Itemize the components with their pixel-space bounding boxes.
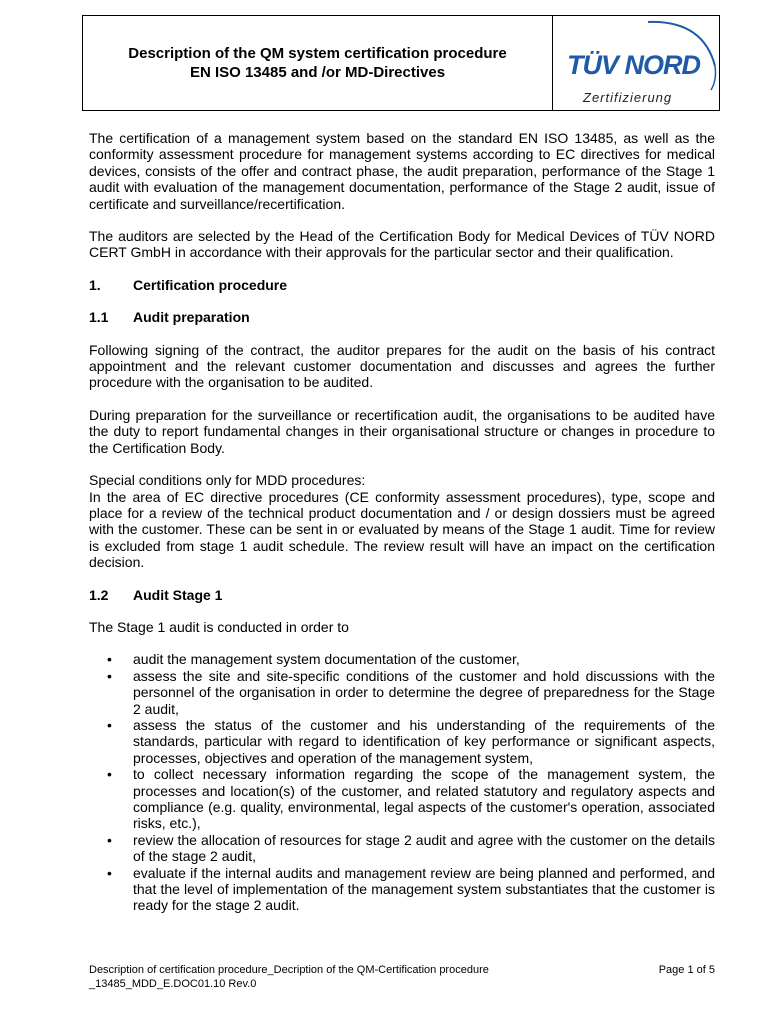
section-1-1-title: Audit preparation — [133, 309, 250, 326]
section-1-2-number: 1.2 — [89, 586, 109, 603]
section-1-heading — [89, 277, 715, 293]
logo-subtitle: Zertifizierung — [583, 90, 673, 105]
logo-wordmark: TÜV NORD — [567, 50, 700, 80]
list-item: • assess the status of the customer and his understanding of the requirements of the standards, particular with regard to identification of key performance or significant aspects, processes, objectives and operation of the management system, — [133, 717, 715, 766]
document-header — [82, 15, 720, 111]
tuv-nord-logo — [553, 16, 719, 110]
stage-1-list — [89, 651, 715, 914]
section-1-2-heading — [89, 587, 715, 603]
mdd-conditions-title: Special conditions only for MDD procedures: — [89, 472, 366, 489]
stage-1-lead: The Stage 1 audit is conducted in order to — [89, 618, 349, 635]
audit-prep-paragraph-2: During preparation for the surveillance or recertification audit, the organisations to be audited have the duty to report fundamental changes in their organisational structure or changes in procedure to the Certification Body. — [89, 406, 715, 456]
footer-document-name: Description of certification procedure_Decription of the QM-Certification procedure _13485_MDD_E.DOC01.10 Rev.0 — [89, 964, 489, 990]
section-1-number: 1. — [89, 276, 101, 293]
list-item: • review the allocation of resources for stage 2 audit and agree with the customer on the details of the stage 2 audit, — [133, 832, 715, 865]
intro-paragraph-1: The certification of a management system based on the standard EN ISO 13485, as well as the conformity assessment procedure for management systems according to EC directives for medical devices, consists of the offer and contract phase, the audit preparation, performance of the Stage 1 audit with evaluation of the management documentation, performance of the Stage 2 audit, issue of certificate and surveillance/recertification. — [89, 130, 715, 212]
title-line-2: EN ISO 13485 and /or MD-Directives — [189, 64, 446, 81]
section-1-1-heading — [89, 309, 715, 325]
mdd-conditions-paragraph: In the area of EC directive procedures (CE conformity assessment procedures), type, scope and place for a review of the technical product documentation and / or design dossiers must be agreed with the customer. These can be sent in or evaluated by means of the Stage 1 audit. Time for review is excluded from stage 1 audit schedule. The review result will have an impact on the certification decision. — [89, 488, 715, 571]
section-1-1-number: 1.1 — [89, 309, 109, 326]
title-line-1: Description of the QM system certification procedure — [128, 45, 507, 62]
section-1-2-title: Audit Stage 1 — [133, 586, 223, 603]
document-body — [89, 130, 715, 914]
list-item: • audit the management system documentation of the customer, — [133, 651, 715, 667]
list-item: • to collect necessary information regarding the scope of the management system, the processes and location(s) of the customer, and related statutory and regulatory aspects and compliance (e.g. quality, environmental, legal aspects of the customer's operation, associated risks, etc.), — [133, 766, 715, 832]
section-1-title: Certification procedure — [133, 276, 288, 293]
intro-paragraph-2: The auditors are selected by the Head of the Certification Body for Medical Devices of TÜV NORD CERT GmbH in accordance with their approvals for the particular sector and their qualification. — [89, 228, 715, 261]
page-number: Page 1 of 5 — [658, 964, 715, 976]
audit-prep-paragraph-1: Following signing of the contract, the auditor prepares for the audit on the basis of his contract appointment and the relevant customer documentation and discusses and agrees the further procedure with the organisation to be audited. — [89, 341, 715, 391]
list-item: • evaluate if the internal audits and management review are being planned and performed, and that the level of implementation of the management system substantiates that the customer is ready for the stage 2 audit. — [133, 865, 715, 914]
list-item: • assess the site and site-specific conditions of the customer and hold discussions with the personnel of the organisation in order to determine the degree of preparedness for the Stage 2 audit, — [133, 668, 715, 717]
document-title — [83, 16, 553, 110]
